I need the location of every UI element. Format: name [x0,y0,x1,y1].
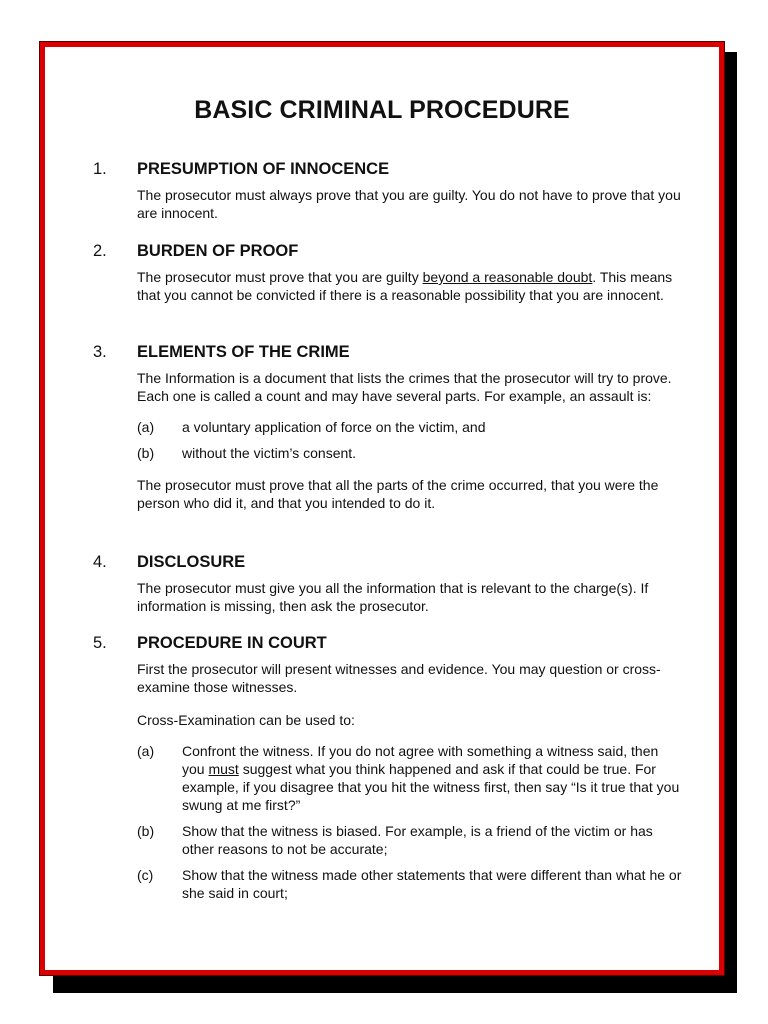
section-presumption [93,160,683,222]
section-burden-of-proof [93,242,683,304]
cross-exam-list [137,742,683,902]
section-header [93,343,683,365]
section-paragraph: First the prosecutor will present witnesses and evidence. You may question or cross-examine those witnesses. [137,661,661,695]
section-heading: PRESUMPTION OF INNOCENCE [137,160,390,178]
document-title: BASIC CRIMINAL PROCEDURE [194,96,570,124]
list-item [137,418,683,436]
section-paragraph: The prosecutor must give you all the information that is relevant to the charge(s). If information is missing, then ask the prosecutor. [137,580,649,614]
document-page [40,42,724,975]
section-number: 1. [93,160,107,178]
item-marker: (a) [137,419,155,435]
section-paragraph: Cross-Examination can be used to: [137,712,355,728]
item-text: Show that the witness made other statements that were different than what he or she said in court; [182,867,682,901]
item-text: without the victim’s consent. [182,445,357,461]
underlined-word: must [208,761,239,777]
item-text: suggest what you think happened and ask if that could be true. For example, if you disagree that you hit the witness first, then say “Is it true that you swung at me first?” [182,761,680,813]
section-procedure [93,634,683,910]
section-number: 2. [93,242,107,260]
section-disclosure [93,553,683,615]
section-elements [93,343,683,512]
item-marker: (b) [137,445,155,461]
section-heading: DISCLOSURE [137,553,246,571]
list-item [137,742,683,814]
list-item [137,866,683,902]
section-paragraph: The prosecutor must always prove that you are guilty. You do not have to prove that you are innocent. [137,187,681,221]
item-marker: (a) [137,743,155,759]
section-header [93,242,683,264]
section-heading: BURDEN OF PROOF [137,242,299,260]
section-paragraph: The Information is a document that lists the crimes that the prosecutor will try to prove. Each one is called a count and may have several parts. For example, an assault is: [137,370,672,404]
section-paragraph: The prosecutor must prove that all the parts of the crime occurred, that you were the person who did it, and that you intended to do it. [137,477,659,511]
item-text: Confront the witness. If you do not agree with something a witness said, then you [182,743,659,777]
item-text: Show that the witness is biased. For example, is a friend of the victim or has other reasons to not be accurate; [182,823,653,857]
item-text: a voluntary application of force on the victim, and [182,419,486,435]
section-heading: ELEMENTS OF THE CRIME [137,343,350,361]
element-list [137,418,683,462]
item-marker: (c) [137,867,154,883]
section-number: 5. [93,634,107,652]
list-item [137,822,683,858]
section-number: 4. [93,553,107,571]
paragraph-text: The prosecutor must prove that you are guilty [137,269,423,285]
section-number: 3. [93,343,107,361]
list-item [137,444,683,462]
section-header [93,553,683,575]
section-paragraph [137,268,683,304]
section-header [93,634,683,656]
item-marker: (b) [137,823,155,839]
paragraph-text: . This means that you cannot be convicted if there is a reasonable possibility that you are innocent. [137,269,673,303]
underlined-phrase: beyond a reasonable doubt [422,269,593,285]
section-header [93,160,683,182]
section-heading: PROCEDURE IN COURT [137,634,327,652]
